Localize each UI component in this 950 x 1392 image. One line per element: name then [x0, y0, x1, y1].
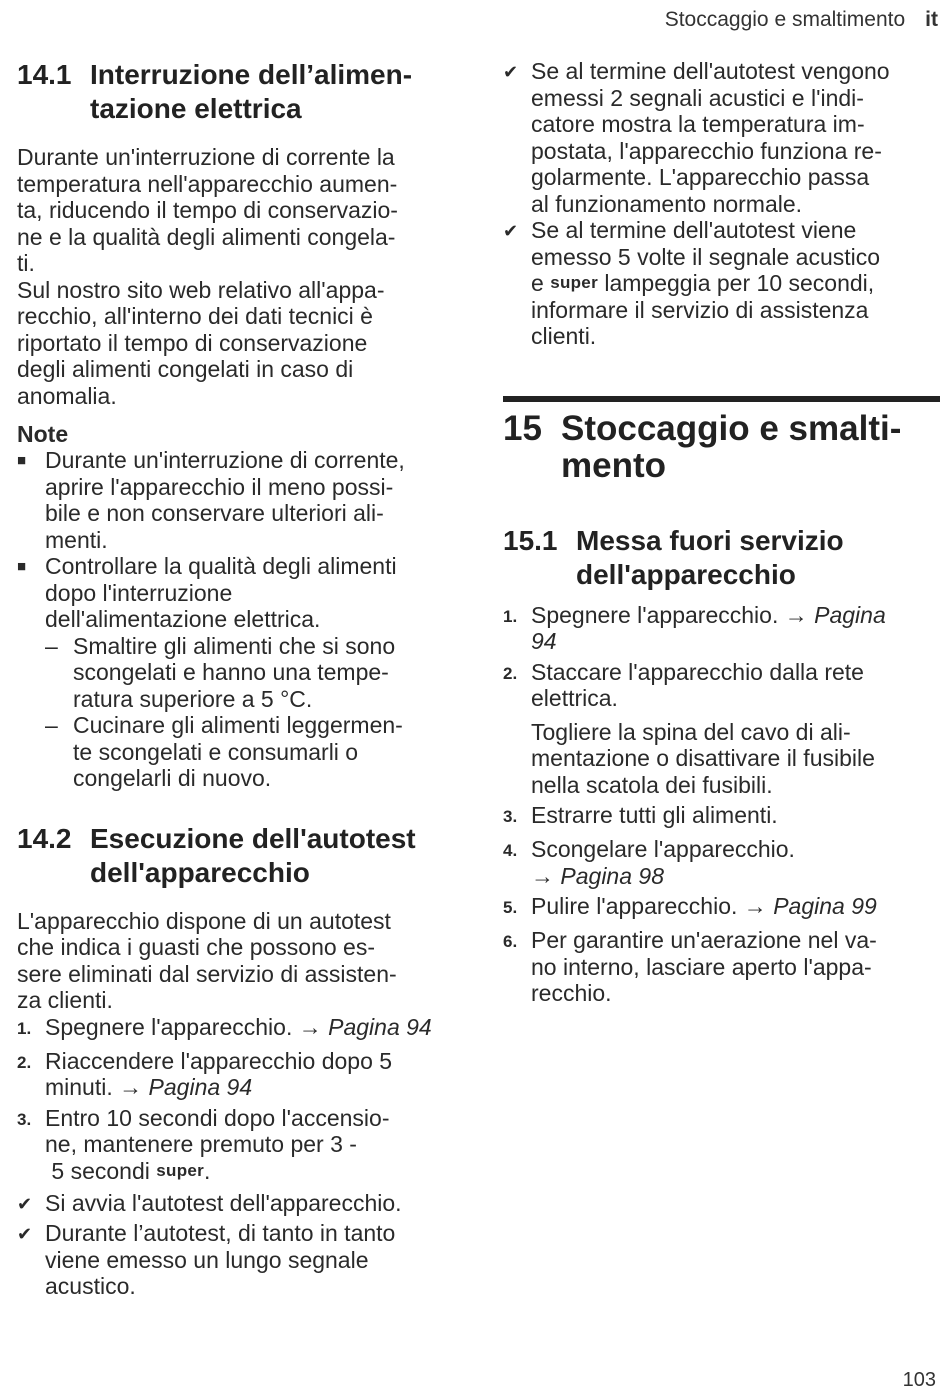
step-item: 1. Spegnere l'apparecchio. → Pagina 94 — [17, 1013, 432, 1040]
section-number: 14.2 — [17, 822, 72, 854]
chapter-number: 15 — [503, 408, 542, 448]
section-number: 14.1 — [17, 59, 72, 90]
step-item: 2. Riaccendere l'apparecchio dopo 5 minuti. → Pagina 94 — [17, 1047, 393, 1100]
section-number: 15.1 — [503, 524, 558, 556]
page-reference-link[interactable]: Pagina 98 — [560, 862, 664, 889]
super-key-label: super — [156, 1160, 205, 1180]
paragraph: Sul nostro sito web relativo all'appa- recchio, all'interno dei dati tecnici è riportato il tempo di conservazione degli alimenti congelati in caso di anomalia. — [17, 276, 385, 409]
arrow-icon: → — [531, 862, 554, 889]
language-code: it — [925, 8, 938, 31]
page-reference-link[interactable]: Pagina 94 — [531, 601, 886, 654]
note-item: ■ Durante un'interruzione di corrente, aprire l'apparecchio il meno possi- bile e non conservare ulteriori ali- menti. — [17, 447, 405, 553]
step-item: 2. Staccare l'apparecchio dalla rete elettrica. — [503, 658, 864, 711]
heading-15 — [503, 410, 940, 484]
result-item: ✔ Si avvia l'autotest dell'apparecchio. — [17, 1190, 402, 1216]
heading-14-1 — [17, 58, 457, 126]
result-item: ✔ Se al termine dell'autotest vengono emessi 2 segnali acustici e l'indi- catore mostra la temperatura im- postata, l'apparecchio funziona re- golarmente. L'apparecchio passa al funzionamento normale. — [503, 58, 890, 217]
sub-note-item: – Smaltire gli alimenti che si sono scongelati e hanno una tempe- ratura superiore a 5 °C. — [45, 632, 396, 712]
page-number: 103 — [902, 1369, 936, 1391]
page-reference-link[interactable]: Pagina 94 — [148, 1074, 253, 1100]
arrow-icon: → — [298, 1013, 322, 1040]
arrow-icon: → — [784, 601, 808, 628]
step-detail: Togliere la spina del cavo di ali- mentazione o disattivare il fusibile nella scatola dei fusibili. — [531, 718, 875, 798]
step-item: 3. Entro 10 secondi dopo l'accensio- ne, mantenere premuto per 3 - 5 secondi super. — [17, 1104, 390, 1184]
section-title: Messa fuori servizio dell'apparecchio — [576, 524, 844, 590]
page-reference-link[interactable]: Pagina 94 — [328, 1013, 432, 1040]
page-reference-link[interactable]: Pagina 99 — [773, 893, 877, 919]
note-label: Note — [17, 421, 69, 447]
page-header — [665, 8, 938, 32]
paragraph: L'apparecchio dispone di un autotest che indica i guasti che possono es- sere eliminati dal servizio di assisten- za clienti. — [17, 907, 397, 1013]
arrow-icon: → — [743, 893, 767, 919]
right-column — [503, 58, 940, 1007]
checkmark-icon: ✔ — [17, 1224, 33, 1244]
heading-15-1 — [503, 524, 940, 592]
section-title: Interruzione dell’alimen- tazione elettrica — [90, 59, 413, 124]
chapter-title: Stoccaggio e smalti- mento — [561, 408, 902, 485]
sub-note-item: – Cucinare gli alimenti leggermen- te scongelati e consumarli o congelarli di nuovo. — [45, 712, 403, 791]
square-bullet-icon: ■ — [17, 558, 27, 575]
arrow-icon: → — [119, 1074, 143, 1100]
checkmark-icon: ✔ — [503, 221, 519, 241]
heading-14-2 — [17, 822, 457, 890]
square-bullet-icon: ■ — [17, 452, 27, 469]
note-item: ■ Controllare la qualità degli alimenti dopo l'interruzione dell'alimentazione elettrica. — [17, 553, 397, 632]
section-title: Esecuzione dell'autotest dell'apparecchio — [90, 822, 416, 888]
step-item: 1. Spegnere l'apparecchio. → Pagina 94 — [503, 601, 886, 654]
step-item: 5. Pulire l'apparecchio. → Pagina 99 — [503, 893, 877, 919]
checkmark-icon: ✔ — [503, 62, 519, 82]
result-item: ✔ Se al termine dell'autotest viene emesso 5 volte il segnale acustico e super lampeggia per 10 secondi, informare il servizio di assistenza clienti. — [503, 217, 881, 349]
left-column — [17, 58, 457, 1300]
step-item: 4. Scongelare l'apparecchio. → Pagina 98 — [503, 836, 795, 889]
checkmark-icon: ✔ — [17, 1194, 33, 1214]
step-item: 3. Estrarre tutti gli alimenti. — [503, 802, 778, 828]
dash-bullet-icon: – — [45, 632, 58, 659]
super-key-label: super — [550, 273, 598, 292]
step-item: 6. Per garantire un'aerazione nel va- no interno, lasciare aperto l'appa- recchio. — [503, 927, 877, 1006]
dash-bullet-icon: – — [45, 712, 58, 738]
result-item: ✔ Durante l’autotest, di tanto in tanto viene emesso un lungo segnale acustico. — [17, 1220, 396, 1299]
paragraph: Durante un'interruzione di corrente la temperatura nell'apparecchio aumen- ta, riducendo il tempo di conservazio- ne e la qualità degli alimenti congela- ti. — [17, 144, 398, 276]
running-header-title: Stoccaggio e smaltimento — [664, 8, 906, 31]
